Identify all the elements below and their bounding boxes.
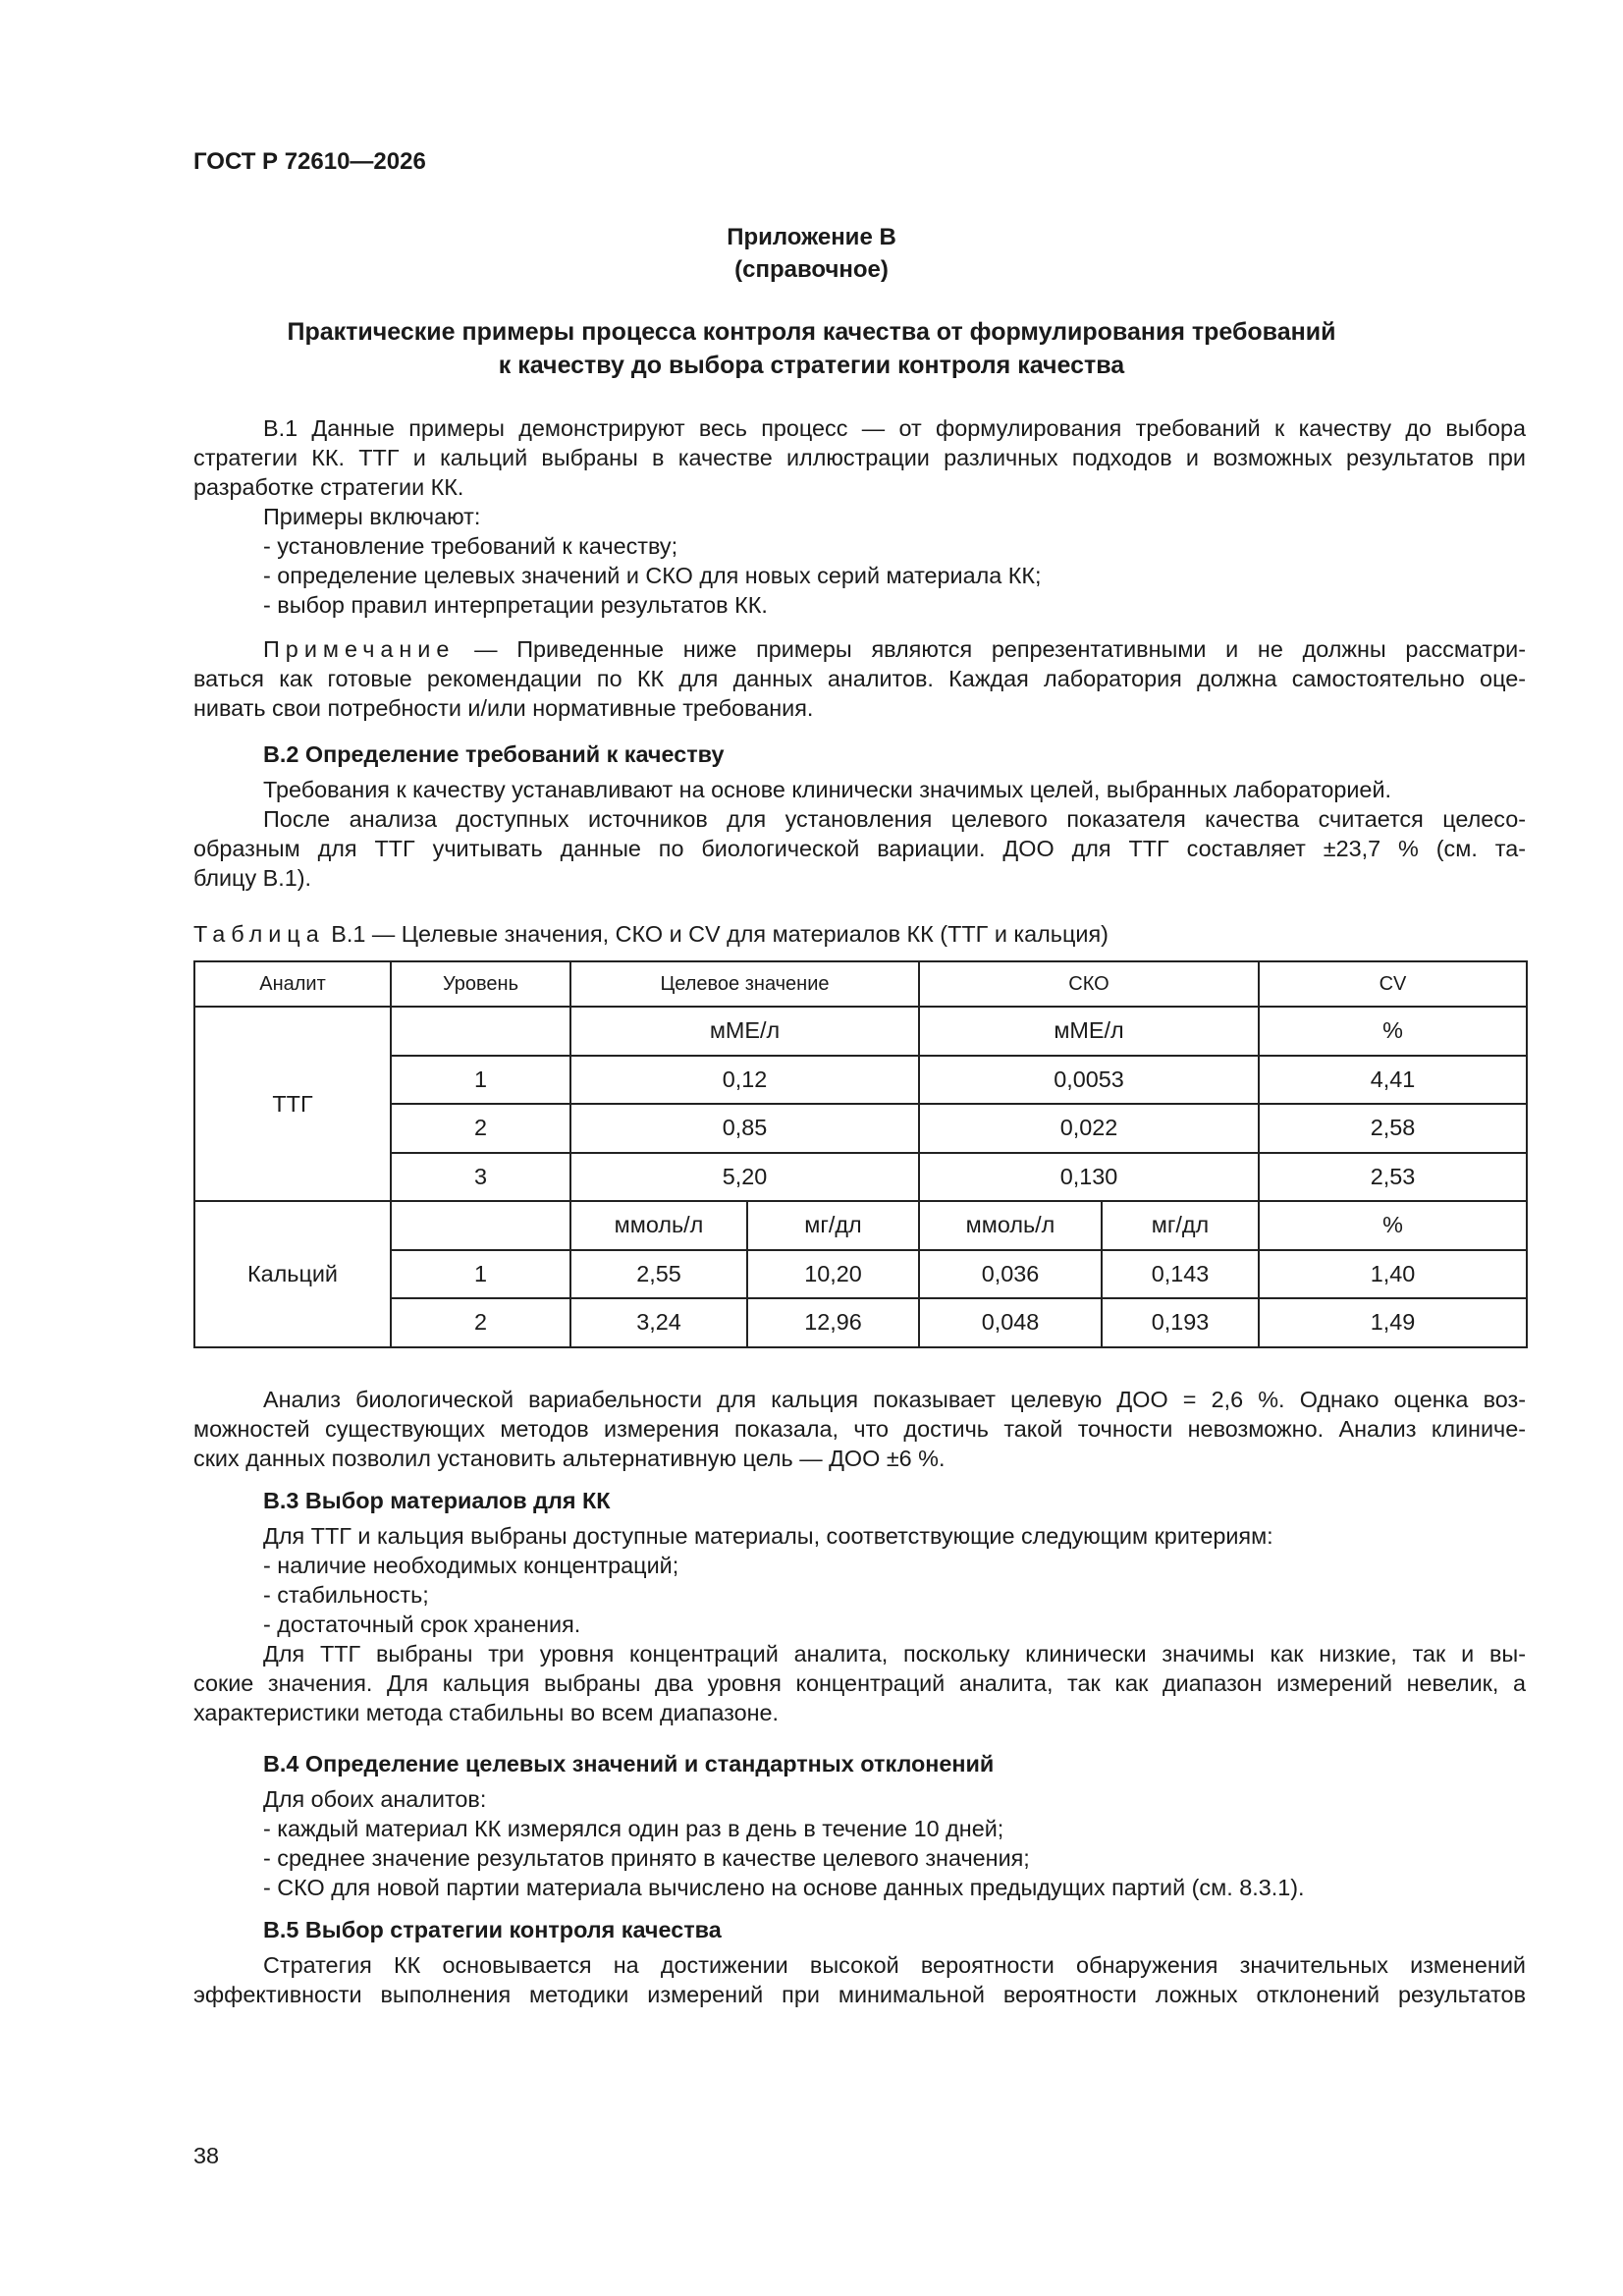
intro-paragraph-line: разработке стратегии КК. <box>193 474 464 500</box>
cv-cell: 2,58 <box>1259 1104 1527 1153</box>
paragraph-line: сокие значения. Для кальция выбраны два уровня концентраций аналита, так как диапазон измерений невелик, а <box>193 1670 1526 1696</box>
table-header-row <box>194 961 1527 1007</box>
level-cell: 3 <box>391 1153 570 1202</box>
paragraph-line: После анализа доступных источников для установления целевого показателя качества считается целесо- <box>263 806 1526 832</box>
sko-cell: 0,130 <box>919 1153 1259 1202</box>
level-cell <box>391 1201 570 1250</box>
qc-targets-table <box>193 960 1528 1348</box>
unit-cell: мг/дл <box>747 1201 919 1250</box>
table-row <box>194 1104 1527 1153</box>
section-heading: В.2 Определение требований к качеству <box>263 741 725 767</box>
sko-cell: 0,0053 <box>919 1056 1259 1105</box>
paragraph-line: характеристики метода стабильны во всем диапазоне. <box>193 1700 780 1725</box>
level-cell <box>391 1007 570 1056</box>
unit-cell: ммоль/л <box>919 1201 1102 1250</box>
unit-cell: ммоль/л <box>570 1201 747 1250</box>
sko-mg-cell: 0,193 <box>1102 1298 1259 1347</box>
cv-cell: 1,40 <box>1259 1250 1527 1299</box>
unit-cell: мг/дл <box>1102 1201 1259 1250</box>
table-row <box>194 1007 1527 1056</box>
table-row <box>194 1201 1527 1250</box>
header-analyte: Аналит <box>194 961 391 1007</box>
paragraph-line: Для ТТГ выбраны три уровня концентраций аналита, поскольку клинически значимы как низкие, так и вы- <box>263 1641 1526 1667</box>
target-mg-cell: 12,96 <box>747 1298 919 1347</box>
unit-cell: мМЕ/л <box>919 1007 1259 1056</box>
table-row <box>194 1298 1527 1347</box>
note-label: Примечание <box>263 636 456 662</box>
table-row <box>194 1056 1527 1105</box>
paragraph-line: Стратегия КК основывается на достижении высокой вероятности обнаружения значительных изменений <box>263 1952 1526 1978</box>
paragraph: Требования к качеству устанавливают на основе клинически значимых целей, выбранных лабораторией. <box>263 777 1392 802</box>
cv-cell: 1,49 <box>1259 1298 1527 1347</box>
calcium-analysis-paragraph <box>193 1385 1526 1473</box>
sko-mg-cell: 0,143 <box>1102 1250 1259 1299</box>
unit-cell: % <box>1259 1007 1527 1056</box>
paragraph: Для ТТГ и кальция выбраны доступные материалы, соответствующие следующим критериям: <box>263 1523 1273 1549</box>
list-item: - выбор правил интерпретации результатов КК. <box>263 592 768 618</box>
paragraph-line: можностей существующих методов измерения показала, что достичь такой точности невозможно. Анализ клиниче- <box>193 1416 1526 1442</box>
appendix-title-line-1: Практические примеры процесса контроля качества от формулирования требований <box>287 318 1336 346</box>
examples-lead: Примеры включают: <box>263 504 481 529</box>
target-cell: 5,20 <box>570 1153 919 1202</box>
table-row <box>194 1153 1527 1202</box>
analyte-cell-ttg: ТТГ <box>194 1007 391 1201</box>
intro-paragraph-line: В.1 Данные примеры демонстрируют весь процесс — от формулирования требований к качеству до выбора <box>263 415 1526 441</box>
paragraph-line: эффективности выполнения методики измерений при минимальной вероятности ложных отклонений результатов <box>193 1982 1526 2007</box>
level-cell: 2 <box>391 1104 570 1153</box>
paragraph-line: образным для ТТГ учитывать данные по биологической вариации. ДОО для ТТГ составляет ±23,7 % (см. та- <box>193 836 1526 861</box>
analyte-cell-calcium: Кальций <box>194 1201 391 1347</box>
section-heading: В.3 Выбор материалов для КК <box>263 1488 611 1513</box>
paragraph-line: Анализ биологической вариабельности для кальция показывает целевую ДОО = 2,6 %. Однако оценка воз- <box>263 1387 1526 1412</box>
list-item: - СКО для новой партии материала вычислено на основе данных предыдущих партий (см. 8.3.1). <box>263 1875 1305 1900</box>
list-item: - достаточный срок хранения. <box>263 1612 581 1637</box>
note-block <box>193 634 1526 723</box>
target-mg-cell: 10,20 <box>747 1250 919 1299</box>
note-line: ваться как готовые рекомендации по КК для данных аналитов. Каждая лаборатория должна самостоятельно оце- <box>193 666 1526 691</box>
section-b3 <box>193 1486 1526 1727</box>
note-text: — Приведенные ниже примеры являются репрезентативными и не должны рассматри- <box>455 636 1526 662</box>
appendix-kind: (справочное) <box>734 256 889 283</box>
section-heading: В.4 Определение целевых значений и стандартных отклонений <box>263 1751 995 1777</box>
section-b2 <box>193 739 1526 893</box>
note-line: нивать свои потребности и/или нормативные требования. <box>193 695 814 721</box>
sko-mmol-cell: 0,048 <box>919 1298 1102 1347</box>
list-item: - стабильность; <box>263 1582 429 1608</box>
list-item: - определение целевых значений и СКО для новых серий материала КК; <box>263 563 1042 588</box>
header-cv: CV <box>1259 961 1527 1007</box>
header-target: Целевое значение <box>570 961 919 1007</box>
paragraph-line: блицу В.1). <box>193 865 312 891</box>
table-caption <box>193 921 1109 948</box>
list-item: - среднее значение результатов принято в качестве целевого значения; <box>263 1845 1030 1871</box>
list-item: - каждый материал КК измерялся один раз в день в течение 10 дней; <box>263 1816 1004 1841</box>
cv-cell: 2,53 <box>1259 1153 1527 1202</box>
sko-mmol-cell: 0,036 <box>919 1250 1102 1299</box>
section-heading: В.5 Выбор стратегии контроля качества <box>263 1917 722 1942</box>
unit-cell: % <box>1259 1201 1527 1250</box>
target-mmol-cell: 3,24 <box>570 1298 747 1347</box>
target-cell: 0,12 <box>570 1056 919 1105</box>
section-b5 <box>193 1915 1526 2009</box>
table-caption-label: Таблица <box>193 921 325 947</box>
document-id-header: ГОСТ Р 72610—2026 <box>193 148 426 175</box>
level-cell: 1 <box>391 1056 570 1105</box>
target-mmol-cell: 2,55 <box>570 1250 747 1299</box>
appendix-title-line-2: к качеству до выбора стратегии контроля качества <box>498 352 1125 379</box>
appendix-name: Приложение В <box>727 224 896 250</box>
cv-cell: 4,41 <box>1259 1056 1527 1105</box>
table-caption-text: В.1 — Целевые значения, СКО и CV для материалов КК (ТТГ и кальция) <box>324 921 1109 947</box>
level-cell: 1 <box>391 1250 570 1299</box>
list-item: - установление требований к качеству; <box>263 533 678 559</box>
note-line-1 <box>193 634 1526 664</box>
header-sko: СКО <box>919 961 1259 1007</box>
unit-cell: мМЕ/л <box>570 1007 919 1056</box>
target-cell: 0,85 <box>570 1104 919 1153</box>
sko-cell: 0,022 <box>919 1104 1259 1153</box>
section-b4 <box>193 1749 1526 1902</box>
page-number: 38 <box>193 2143 220 2168</box>
paragraph-line: ских данных позволил установить альтернативную цель — ДОО ±6 %. <box>193 1446 946 1471</box>
intro-section <box>193 413 1526 620</box>
header-level: Уровень <box>391 961 570 1007</box>
table-row <box>194 1250 1527 1299</box>
intro-paragraph-line: стратегии КК. ТТГ и кальций выбраны в качестве иллюстрации различных подходов и возможных результатов при <box>193 445 1526 470</box>
list-item: - наличие необходимых концентраций; <box>263 1553 679 1578</box>
level-cell: 2 <box>391 1298 570 1347</box>
paragraph: Для обоих аналитов: <box>263 1786 487 1812</box>
